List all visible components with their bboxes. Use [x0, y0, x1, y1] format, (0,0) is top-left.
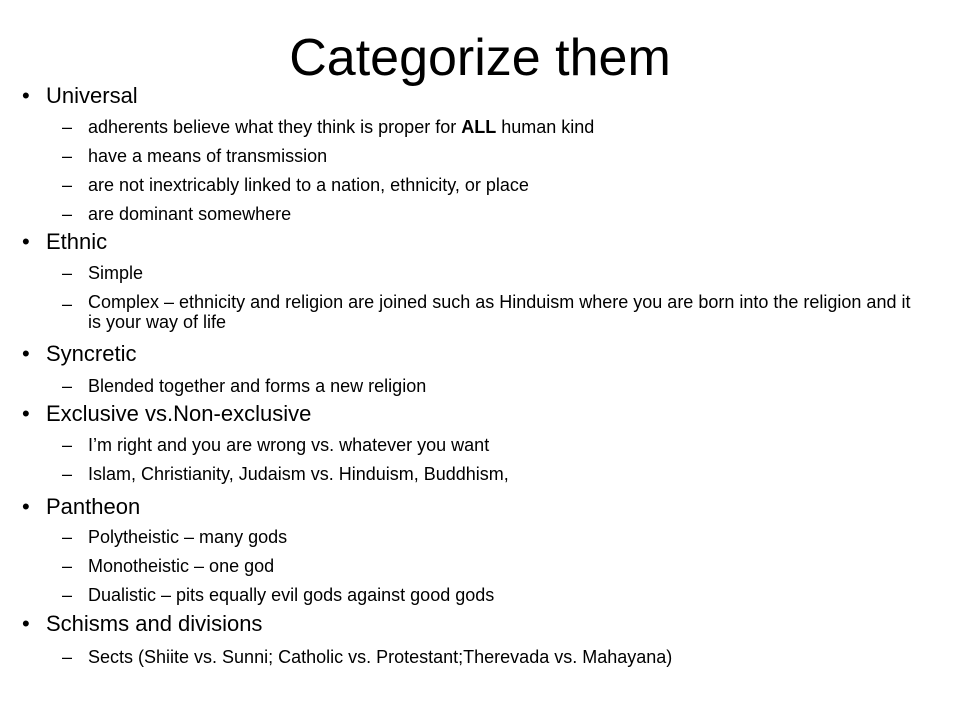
list-item-text: are not inextricably linked to a nation, ethnicity, or place: [88, 175, 529, 195]
bullet-icon: •: [22, 341, 30, 366]
list-item-text: Complex – ethnicity and religion are joined such as Hinduism where you are born into the religion and it is your way of life: [88, 292, 911, 332]
section-heading: Universal: [46, 83, 138, 108]
list-item-text: Monotheistic – one god: [88, 556, 275, 576]
section-heading: Syncretic: [46, 341, 137, 366]
list-item-text: Sects (Shiite vs. Sunni; Catholic vs. Protestant;Therevada vs. Mahayana): [88, 647, 673, 667]
section-heading: Pantheon: [46, 494, 141, 519]
list-item-text: have a means of transmission: [88, 146, 328, 166]
bullet-icon: •: [22, 494, 30, 519]
list-item-text: adherents believe what they think is proper for ALL human kind: [88, 117, 595, 137]
list-item-text: Blended together and forms a new religion: [88, 376, 427, 396]
list-item-text: Polytheistic – many gods: [88, 527, 288, 547]
dash-icon: –: [62, 585, 73, 605]
dash-icon: –: [62, 294, 73, 314]
bullet-icon: •: [22, 83, 30, 108]
section-heading: Schisms and divisions: [46, 611, 263, 636]
dash-icon: –: [62, 647, 73, 667]
list-item-text: I’m right and you are wrong vs. whatever you want: [88, 435, 490, 455]
dash-icon: –: [62, 146, 73, 166]
bullet-icon: •: [22, 401, 30, 426]
dash-icon: –: [62, 376, 73, 396]
list-item-text: Dualistic – pits equally evil gods against good gods: [88, 585, 495, 605]
list-item-text: Islam, Christianity, Judaism vs. Hinduism, Buddhism,: [88, 464, 509, 484]
dash-icon: –: [62, 527, 73, 547]
bullet-icon: •: [22, 611, 30, 636]
emphasis-all: ALL: [461, 117, 497, 137]
dash-icon: –: [62, 263, 73, 283]
dash-icon: –: [62, 117, 73, 137]
dash-icon: –: [62, 556, 73, 576]
section-heading: Exclusive vs.Non-exclusive: [46, 401, 312, 426]
dash-icon: –: [62, 175, 73, 195]
list-item-text: are dominant somewhere: [88, 204, 292, 224]
dash-icon: –: [62, 204, 73, 224]
dash-icon: –: [62, 464, 73, 484]
dash-icon: –: [62, 435, 73, 455]
section-heading: Ethnic: [46, 229, 108, 254]
bullet-icon: •: [22, 229, 30, 254]
list-item-text: Simple: [88, 263, 144, 283]
slide-title: Categorize them: [289, 29, 671, 87]
